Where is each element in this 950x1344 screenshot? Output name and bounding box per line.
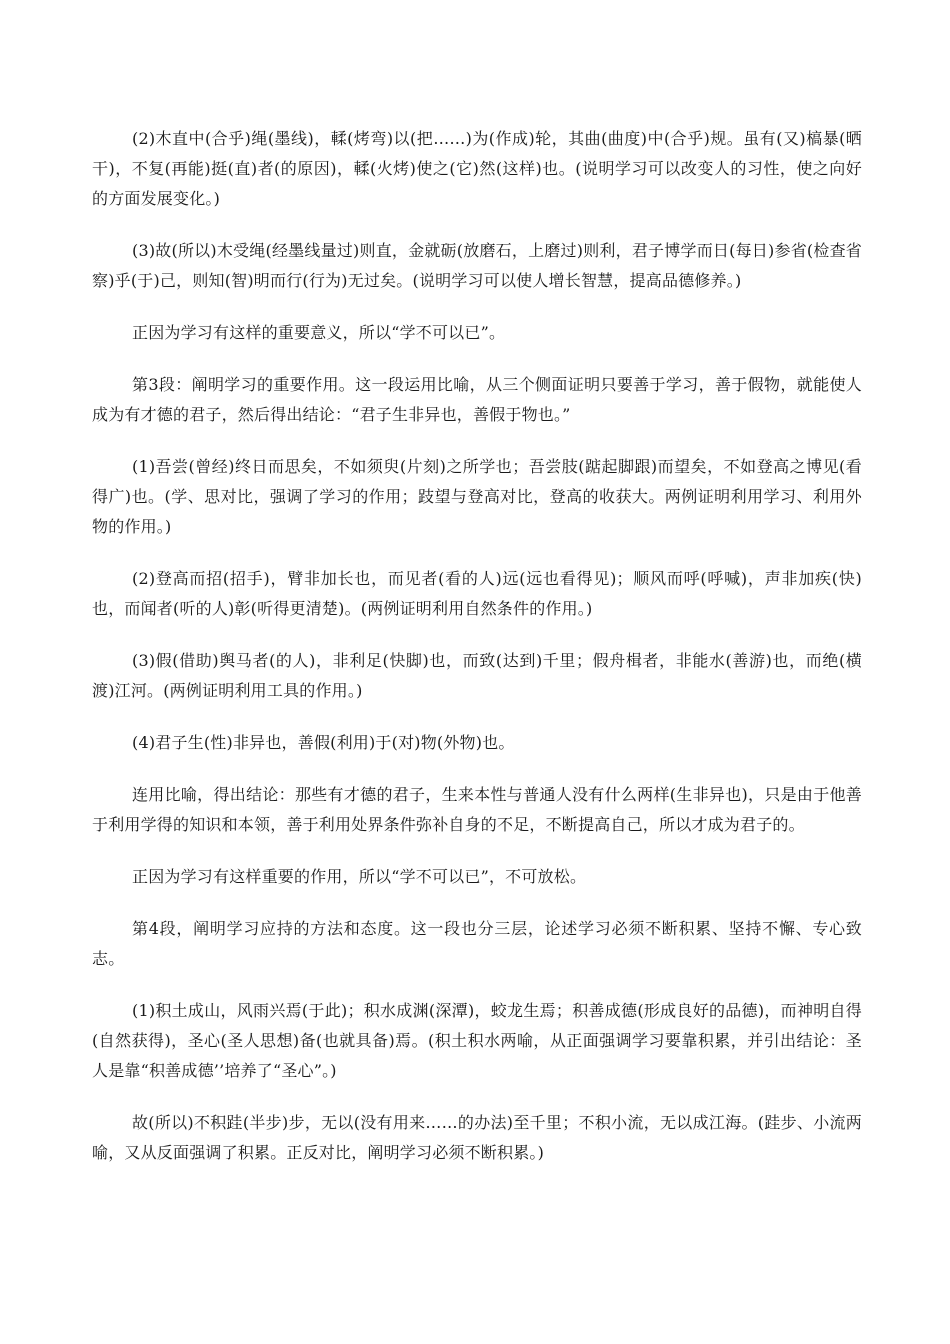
paragraph-section-3-intro: 第3段：阐明学习的重要作用。这一段运用比喻，从三个侧面证明只要善于学习，善于假物，就能使人成为有才德的君子，然后得出结论：“君子生非异也，善假于物也。” [92,375,862,424]
paragraph-horse-and-boat: (3)假(借助)舆马者(的人)，非利足(快脚)也，而致(达到)千里；假舟楫者，非能水(善游)也，而绝(横渡)江河。(两例证明利用工具的作用。) [92,651,862,700]
paragraph-conclusion-2: 正因为学习有这样重要的作用，所以“学不可以已”，不可放松。 [132,867,587,886]
paragraph-conclusion-1: 正因为学习有这样的重要意义，所以“学不可以已”。 [132,323,506,342]
paragraph-thinking-vs-learning: (1)吾尝(曾经)终日而思矣，不如须臾(片刻)之所学也；吾尝肢(踮起脚跟)而望矣，不如登高之博见(看得广)也。(学、思对比，强调了学习的作用；跂望与登高对比，登高的收获大。两例证明利用学习、利用外物的作用。) [92,457,862,536]
paragraph-gentleman: (4)君子生(性)非异也，善假(利用)于(对)物(外物)也。 [132,733,515,752]
document-body [92,124,862,1190]
paragraph-section-4-intro: 第4段，阐明学习应持的方法和态度。这一段也分三层，论述学习必须不断积累、坚持不懈、专心致志。 [92,919,862,968]
paragraph-climbing-high: (2)登高而招(招手)，臂非加长也，而见者(看的人)远(远也看得见)；顺风而呼(呼喊)，声非加疾(快)也，而闻者(听的人)彰(听得更清楚)。(两例证明利用自然条件的作用。) [92,569,862,618]
paragraph-wood-measured: (3)故(所以)木受绳(经墨线量过)则直，金就砺(放磨石，上磨过)则利，君子博学而日(每日)参省(检查省察)乎(于)己，则知(智)明而行(行为)无过矣。(说明学习可以使人增长智慧，提高品德修养。) [92,241,862,290]
paragraph-metaphor-conclusion: 连用比喻，得出结论：那些有才德的君子，生来本性与普通人没有什么两样(生非异也)，只是由于他善于利用学得的知识和本领，善于利用处界条件弥补自身的不足，不断提高自己，所以才成为君子的。 [92,785,862,834]
paragraph-accumulation: (1)积土成山，风雨兴焉(于此)；积水成渊(深潭)，蛟龙生焉；积善成德(形成良好的品德)，而神明自得(自然获得)，圣心(圣人思想)备(也就具备)焉。(积土积水两喻，从正面强调学习要靠积累，并引出结论：圣人是靠“积善成德’’培养了“圣心”。) [92,1001,862,1080]
paragraph-small-steps: 故(所以)不积跬(半步)步，无以(没有用来……的办法)至千里；不积小流，无以成江海。(跬步、小流两喻，又从反面强调了积累。正反对比，阐明学习必须不断积累。) [92,1113,862,1162]
paragraph-wood-straight: (2)木直中(合乎)绳(墨线)，輮(烤弯)以(把……)为(作成)轮，其曲(曲度)中(合乎)规。虽有(又)槁暴(晒干)，不复(再能)挺(直)者(的原因)，輮(火烤)使之(它)然(这样)也。(说明学习可以改变人的习性，使之向好的方面发展变化。) [92,129,862,208]
